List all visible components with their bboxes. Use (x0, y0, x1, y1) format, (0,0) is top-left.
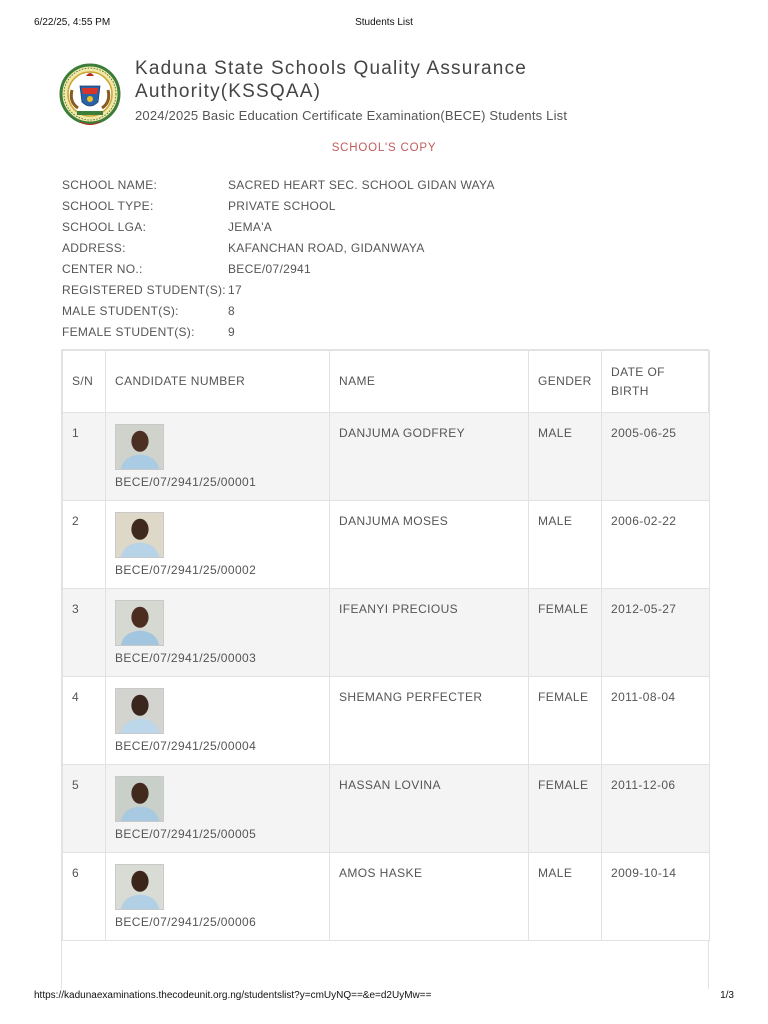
info-label: FEMALE STUDENT(S): (62, 325, 195, 339)
students-table (62, 350, 710, 941)
cell-name: SHEMANG PERFECTER (330, 677, 529, 765)
cell-gender: FEMALE (529, 589, 602, 677)
info-row-school-name (62, 175, 702, 196)
info-row-address (62, 238, 702, 259)
cell-dob: 2006-02-22 (602, 501, 710, 589)
table-row (63, 589, 710, 677)
candidate-number: BECE/07/2941/25/00006 (115, 915, 257, 929)
cell-dob: 2012-05-27 (602, 589, 710, 677)
cell-name: AMOS HASKE (330, 853, 529, 941)
info-row-male-students (62, 301, 702, 322)
copy-label: SCHOOL'S COPY (331, 142, 437, 154)
table-row (63, 765, 710, 853)
student-photo (115, 424, 164, 470)
info-value: 8 (228, 304, 235, 318)
info-label: CENTER NO.: (62, 262, 143, 276)
print-url: https://kadunaexaminations.thecodeunit.org.ng/studentslist?y=cmUyNQ==&e=d2UyMw== (34, 990, 432, 1001)
column-header-candidate-number: CANDIDATE NUMBER (106, 351, 330, 413)
cell-dob: 2005-06-25 (602, 413, 710, 501)
cell-candidate (106, 413, 330, 501)
student-photo (115, 512, 164, 558)
info-row-female-students (62, 322, 702, 343)
student-photo (115, 688, 164, 734)
info-value: JEMA'A (228, 220, 273, 234)
student-photo (115, 600, 164, 646)
cell-gender: FEMALE (529, 677, 602, 765)
print-page-title: Students List (355, 17, 413, 28)
cell-sn: 4 (63, 677, 106, 765)
candidate-number: BECE/07/2941/25/00002 (115, 563, 257, 577)
cell-candidate (106, 589, 330, 677)
print-footer (34, 990, 734, 1004)
kaduna-state-crest-icon (58, 56, 122, 136)
candidate-number: BECE/07/2941/25/00004 (115, 739, 257, 753)
column-header-sn: S/N (63, 351, 106, 413)
exam-title: 2024/2025 Basic Education Certificate Examination(BECE) Students List (135, 108, 568, 123)
cell-candidate (106, 501, 330, 589)
column-header-name: NAME (330, 351, 529, 413)
info-value: 17 (228, 283, 242, 297)
cell-sn: 1 (63, 413, 106, 501)
school-info (62, 175, 702, 343)
info-value: SACRED HEART SEC. SCHOOL GIDAN WAYA (228, 178, 495, 192)
candidate-number: BECE/07/2941/25/00003 (115, 651, 257, 665)
info-row-school-type (62, 196, 702, 217)
cell-dob: 2011-08-04 (602, 677, 710, 765)
cell-sn: 2 (63, 501, 106, 589)
table-row (63, 501, 710, 589)
students-table-container (61, 349, 709, 989)
info-label: REGISTERED STUDENT(S): (62, 283, 226, 297)
table-header-row (63, 351, 710, 413)
print-datetime: 6/22/25, 4:55 PM (34, 17, 111, 28)
cell-candidate (106, 765, 330, 853)
cell-candidate (106, 853, 330, 941)
cell-name: DANJUMA MOSES (330, 501, 529, 589)
info-row-school-lga (62, 217, 702, 238)
info-row-registered-students (62, 280, 702, 301)
info-label: ADDRESS: (62, 241, 126, 255)
cell-name: DANJUMA GODFREY (330, 413, 529, 501)
table-row (63, 677, 710, 765)
info-value: KAFANCHAN ROAD, GIDANWAYA (228, 241, 425, 255)
organization-name: Kaduna State Schools Quality Assurance Authority(KSSQAA) (135, 58, 528, 102)
column-header-date-of-birth: DATE OF BIRTH (602, 351, 710, 413)
cell-name: IFEANYI PRECIOUS (330, 589, 529, 677)
cell-sn: 5 (63, 765, 106, 853)
info-label: SCHOOL NAME: (62, 178, 158, 192)
candidate-number: BECE/07/2941/25/00001 (115, 475, 257, 489)
student-photo (115, 776, 164, 822)
info-label: MALE STUDENT(S): (62, 304, 179, 318)
cell-gender: FEMALE (529, 765, 602, 853)
info-value: BECE/07/2941 (228, 262, 311, 276)
info-row-center-no (62, 259, 702, 280)
cell-dob: 2011-12-06 (602, 765, 710, 853)
print-page-number: 1/3 (720, 990, 734, 1001)
cell-dob: 2009-10-14 (602, 853, 710, 941)
cell-sn: 3 (63, 589, 106, 677)
info-value: PRIVATE SCHOOL (228, 199, 336, 213)
student-photo (115, 864, 164, 910)
cell-gender: MALE (529, 853, 602, 941)
cell-candidate (106, 677, 330, 765)
info-label: SCHOOL LGA: (62, 220, 147, 234)
print-header (34, 17, 734, 31)
cell-name: HASSAN LOVINA (330, 765, 529, 853)
info-label: SCHOOL TYPE: (62, 199, 154, 213)
table-row (63, 413, 710, 501)
cell-gender: MALE (529, 501, 602, 589)
table-row (63, 853, 710, 941)
candidate-number: BECE/07/2941/25/00005 (115, 827, 257, 841)
cell-sn: 6 (63, 853, 106, 941)
document-header (58, 56, 698, 136)
column-header-gender: GENDER (529, 351, 602, 413)
cell-gender: MALE (529, 413, 602, 501)
info-value: 9 (228, 325, 235, 339)
